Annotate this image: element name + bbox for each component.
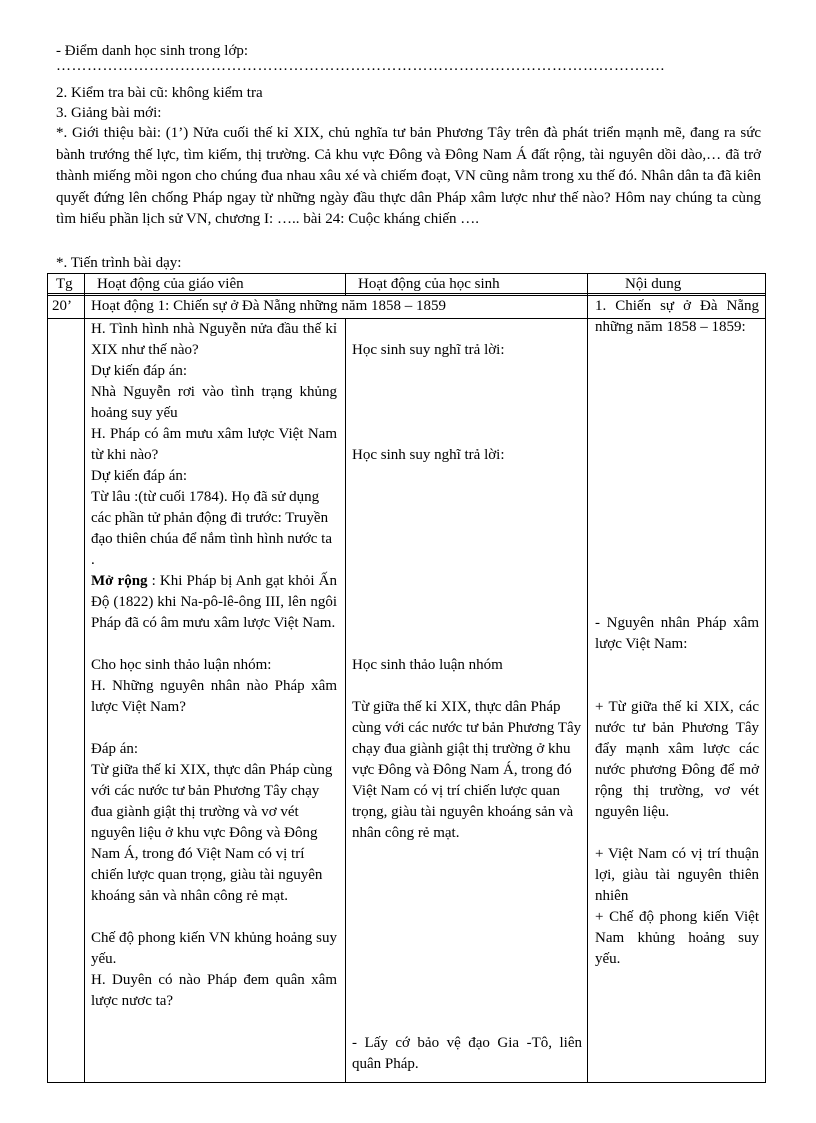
roll-call-line: - Điểm danh học sinh trong lớp: (56, 43, 249, 59)
teacher-answer-2: Từ lâu :(từ cuối 1784). Họ đã sử dụng các phần tử phản động đi trước: Truyền đạo thiên chúa để nắm tình hình nước ta . (91, 489, 332, 568)
teacher-answer-1: Nhà Nguyễn rơi vào tình trạng khủng hoảng suy yếu (91, 384, 337, 421)
student-response-4: Từ giữa thế kỉ XIX, thực dân Pháp cùng với các nước tư bản Phương Tây chạy đua giành giật thị trường ở khu vực Đông và Đông Nam Á, trong đó Việt Nam có vị trí chiến lược quan trọng, giàu tài nguyên khoáng sản và nhân công rẻ mạt. (352, 699, 582, 841)
old-lesson-check: 2. Kiểm tra bài cũ: không kiểm tra (56, 85, 263, 101)
table-border-right (765, 273, 766, 1083)
student-response-1: Học sinh suy nghĩ trả lời: (352, 342, 505, 358)
student-response-2: Học sinh suy nghĩ trả lời: (352, 447, 505, 463)
new-lesson-heading: 3. Giảng bài mới: (56, 105, 162, 121)
process-heading: *. Tiến trình bài dạy: (56, 255, 182, 271)
teacher-answer-3b: Chế độ phong kiến VN khủng hoảng suy yếu. (91, 930, 337, 967)
lesson-table (47, 273, 766, 1083)
answer-label: Đáp án: (91, 741, 139, 757)
activity-time: 20’ (52, 298, 72, 314)
col-divider-tg (84, 273, 85, 1083)
header-tg: Tg (56, 276, 73, 292)
teacher-question-4: H. Duyên có nào Pháp đem quân xâm lược nươc ta? (91, 972, 337, 1009)
content-cause-3: + Chế độ phong kiến Việt Nam khủng hoảng suy yếu. (595, 909, 759, 967)
header-content: Nội dung (625, 276, 682, 292)
student-response-3: Học sinh thảo luận nhóm (352, 657, 503, 673)
extension-note (91, 571, 337, 634)
expected-answer-label-1: Dự kiến đáp án: (91, 363, 188, 379)
lesson-introduction: *. Giới thiệu bài: (1’) Nửa cuối thế kỉ XIX, chủ nghĩa tư bản Phương Tây trên đà phát triển mạnh mẽ, đang ra sức bành trướng thế lực, tìm kiếm, thị trường. Cả khu vực Đông và Đông Nam Á đất rộng, tài nguyên dồi dào,… đã trở thành miếng mồi ngon cho chúng đua nhau xâu xé và chiếm đoạt, VN cũng nằm trong xu thế đó. Nhân dân ta đã kiên quyết đứng lên chống Pháp ngay từ những ngày đầu thực dân Pháp xâm lược như thế nào? Hôm nay chúng ta cùng tìm hiểu phần lịch sử VN, chương I: ….. bài 24: Cuộc kháng chiến …. (56, 125, 761, 227)
header-student: Hoạt động của học sinh (358, 276, 500, 292)
teacher-question-3: H. Những nguyên nhân nào Pháp xâm lược Việt Nam? (91, 678, 337, 715)
table-border-bottom (47, 1082, 766, 1083)
content-cause-title: - Nguyên nhân Pháp xâm lược Việt Nam: (595, 615, 759, 652)
student-response-5: - Lấy cớ bảo vệ đạo Gia -Tô, liên quân Pháp. (352, 1035, 582, 1072)
header-teacher: Hoạt động của giáo viên (97, 276, 244, 292)
content-cause-2: + Việt Nam có vị trí thuận lợi, giàu tài nguyên thiên nhiên (595, 846, 759, 904)
col-divider-student (587, 273, 588, 1083)
teacher-question-1: H. Tình hình nhà Nguyễn nửa đầu thế kỉ XIX như thế nào? (91, 321, 337, 358)
teacher-answer-3: Từ giữa thế kỉ XIX, thực dân Pháp cùng với các nước tư bản Phương Tây chạy đua giành giật thị trường và vơ vét nguyên liệu ở khu vực Đông và Đông Nam Á, trong đó Việt Nam có vị trí chiến lược quan trọng, giàu tài nguyên khoáng sản và nhân công rẻ mạt. (91, 762, 333, 904)
col-divider-teacher (345, 318, 346, 1083)
table-border-left (47, 273, 48, 1083)
activity-title: Hoạt động 1: Chiến sự ở Đà Nẵng những năm 1858 – 1859 (91, 298, 446, 314)
content-cause-1: + Từ giữa thế kỉ XIX, các nước tư bản Phương Tây đẩy mạnh xâm lược các nước phương Đông để mở rộng thị trường, vơ vét nguyên liệu. (595, 699, 759, 820)
teacher-question-2: H. Pháp có âm mưu xâm lược Việt Nam từ khi nào? (91, 426, 337, 463)
content-heading: 1. Chiến sự ở Đà Nẵng những năm 1858 – 1859: (595, 298, 759, 335)
group-discussion-instruction: Cho học sinh thảo luận nhóm: (91, 657, 272, 673)
col-divider-teacher-header (345, 273, 346, 296)
extension-label: Mở rộng (91, 573, 148, 589)
expected-answer-label-2: Dự kiến đáp án: (91, 468, 188, 484)
dotted-line: ………………………………………………………………………………………………………. (56, 58, 665, 74)
extension-text: : Khi Pháp bị Anh gạt khỏi Ấn Độ (1822) khi Na-pô-lê-ông III, lên ngôi Pháp đã có âm mưu xâm lược Việt Nam. (91, 573, 337, 631)
